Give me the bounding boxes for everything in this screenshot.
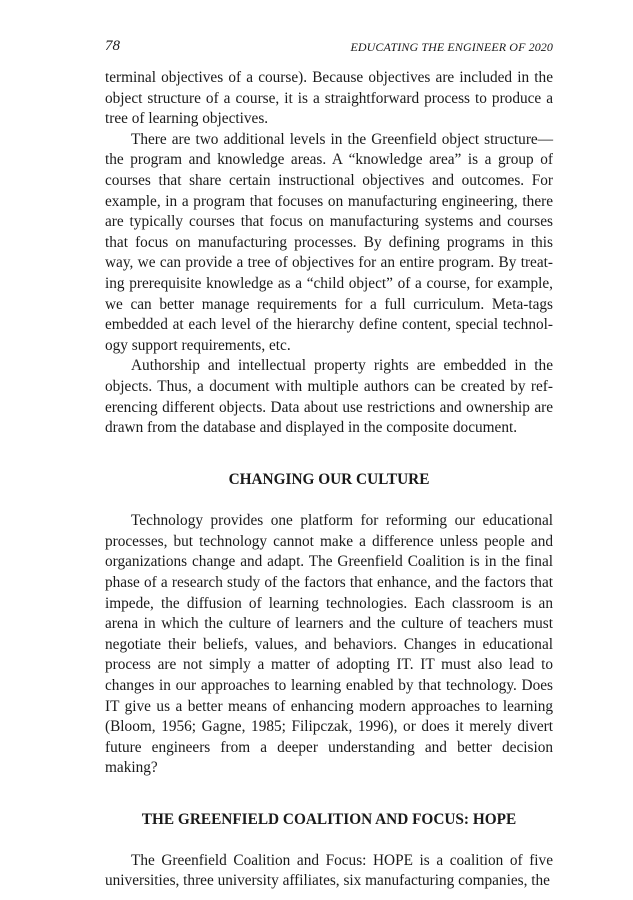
running-head: EDUCATING THE ENGINEER OF 2020	[350, 40, 553, 54]
body-paragraph: Technology provides one platform for reforming our educational processes, but technology cannot make a difference unless people and organizations change and adapt. The Greenfield Coalition is in the final phase of a research study of the factors that enhance, and the factors that impede, the diffusion of learning technologies. Each classroom is an arena in which the culture of learners and the culture of teachers must negotiate their beliefs, values, and behaviors. Changes in educational process are not simply a matter of adopting IT. IT must also lead to changes in our approaches to learning enabled by that technology. Does IT give us a better means of enhancing modern approaches to learning (Bloom, 1956; Gagne, 1985; Filipczak, 1996), or does it merely divert future engineers from a deeper understanding and better decision making?	[105, 512, 553, 777]
body-paragraph: The Greenfield Coalition and Focus: HOPE is a coalition of five universities, three university affiliates, six manufacturing companies, the	[105, 851, 553, 890]
page-number: 78	[105, 38, 120, 54]
page-header	[105, 38, 553, 58]
body-paragraph: terminal objectives of a course). Because objectives are included in the object structure of a course, it is a straightforward process to produce a tree of learning objectives.	[105, 69, 553, 128]
page-body	[105, 68, 553, 892]
body-paragraph: There are two additional levels in the Greenfield object structure— the program and knowledge areas. A “knowledge area” is a group of courses that share certain instructional objectives and outcomes. For example, in a program that focuses on manufacturing engineering, there are typically courses that focus on manufacturing systems and courses that focus on manufacturing processes. By defining programs in this way, we can provide a tree of objectives for an entire program. By treating prerequisite knowledge as a “child object” of a course, for example, we can better manage requirements for a full curriculum. Meta-tags embedded at each level of the hierarchy define content, special technology support requirements, etc.	[105, 130, 553, 354]
section-heading-greenfield-coalition: THE GREENFIELD COALITION AND FOCUS: HOPE	[141, 811, 517, 828]
body-paragraph: Authorship and intellectual property rights are embedded in the objects. Thus, a document with multiple authors can be created by referencing different objects. Data about use restrictions and ownership are drawn from the database and displayed in the composite document.	[105, 357, 553, 437]
section-heading-changing-culture: CHANGING OUR CULTURE	[228, 470, 430, 488]
